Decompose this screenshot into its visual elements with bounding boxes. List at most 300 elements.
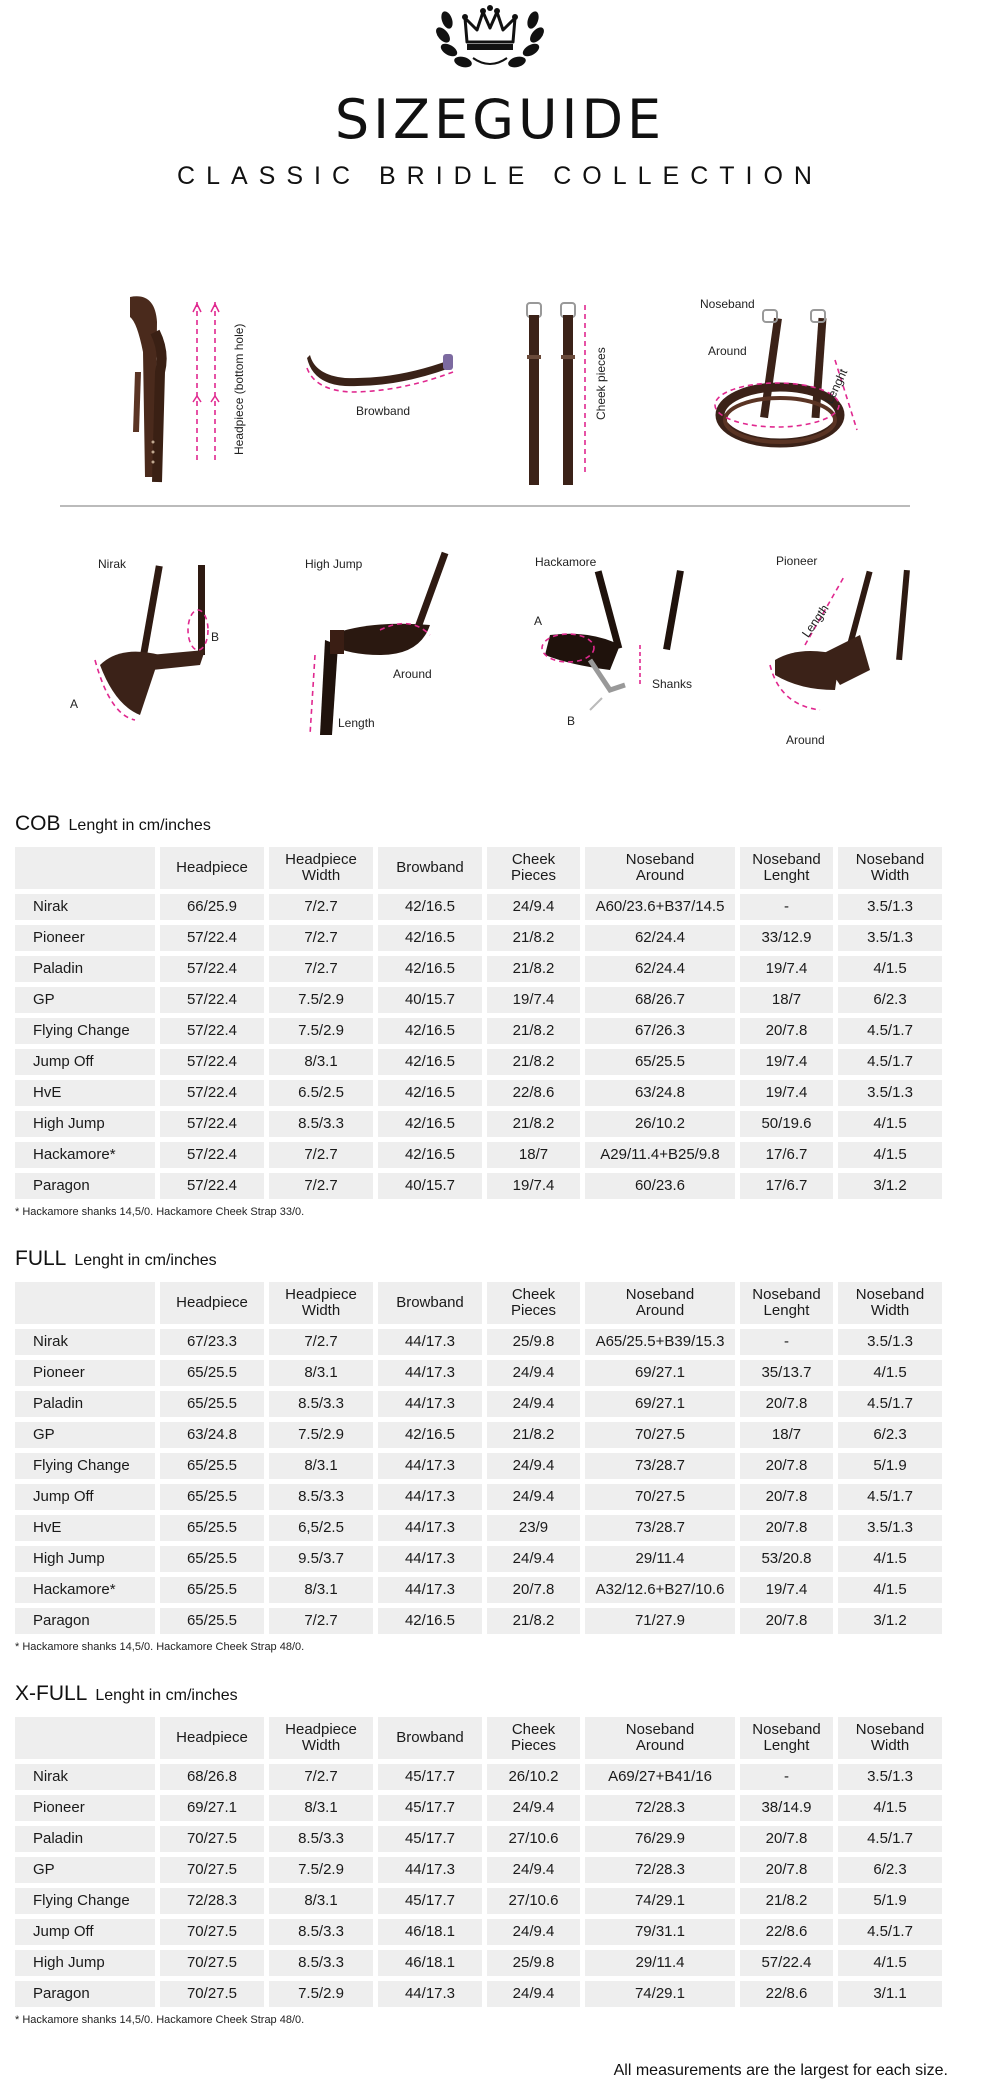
measurement-cell: 24/9.4 (487, 1919, 580, 1945)
table-header-row (15, 1282, 942, 1324)
measurement-cell: 4.5/1.7 (838, 1484, 942, 1510)
model-name-cell: Pioneer (15, 1795, 155, 1821)
unit-note: Lenght in cm/inches (74, 1252, 217, 1269)
measurement-cell: 7/2.7 (269, 894, 373, 920)
column-header-line: Noseband (855, 851, 925, 868)
column-header-line: Width (870, 867, 910, 884)
measurement-cell: 42/16.5 (378, 1608, 482, 1634)
model-name-cell: Paragon (15, 1981, 155, 2007)
measurement-cell: 50/19.6 (740, 1111, 833, 1137)
measurement-cell: 18/7 (740, 1422, 833, 1448)
section-heading (15, 812, 975, 842)
measurement-cell: 38/14.9 (740, 1795, 833, 1821)
measurement-cell: 44/17.3 (378, 1391, 482, 1417)
measurement-cell: 27/10.6 (487, 1888, 580, 1914)
table-row (15, 1546, 942, 1572)
measurement-cell: 7.5/2.9 (269, 1018, 373, 1044)
measurement-cell: 62/24.4 (585, 925, 735, 951)
measurement-cell: 7.5/2.9 (269, 1857, 373, 1883)
column-header-line: Headpiece (176, 859, 248, 876)
browband-illustration (305, 340, 465, 405)
model-name-cell: Pioneer (15, 1360, 155, 1386)
column-header-line: Noseband (855, 1286, 925, 1303)
nirak-a-label: A (70, 697, 79, 711)
measurement-cell: 3/1.1 (838, 1981, 942, 2007)
column-header (269, 1282, 373, 1324)
measurement-cell: 19/7.4 (487, 987, 580, 1013)
size-section-cob (15, 812, 975, 1218)
column-header (160, 1282, 264, 1324)
model-name-cell: Hackamore* (15, 1577, 155, 1603)
measurement-cell: 24/9.4 (487, 1795, 580, 1821)
header-blank-cell (15, 1717, 155, 1759)
measurement-cell: 79/31.1 (585, 1919, 735, 1945)
model-name-cell: Flying Change (15, 1888, 155, 1914)
measurement-cell: 4/1.5 (838, 1577, 942, 1603)
column-header (269, 1717, 373, 1759)
measurement-cell: 40/15.7 (378, 1173, 482, 1199)
column-header (269, 847, 373, 889)
measurement-cell: 72/28.3 (585, 1795, 735, 1821)
model-name-cell: Flying Change (15, 1018, 155, 1044)
measurement-cell: 68/26.7 (585, 987, 735, 1013)
measurement-cell: 8.5/3.3 (269, 1111, 373, 1137)
measurement-cell: 57/22.4 (160, 1049, 264, 1075)
measurement-cell: 20/7.8 (740, 1391, 833, 1417)
measurement-cell: 7.5/2.9 (269, 1422, 373, 1448)
measurement-cell: 6/2.3 (838, 1422, 942, 1448)
page-title: SIZEGUIDE (334, 88, 666, 151)
measurement-cell: 67/23.3 (160, 1329, 264, 1355)
column-header-line: Cheek (511, 1286, 556, 1303)
column-header-line: Lenght (763, 1737, 810, 1754)
measurement-cell: A69/27+B41/16 (585, 1764, 735, 1790)
column-header-line: Pieces (510, 1737, 557, 1754)
measurement-cell: 70/27.5 (160, 1981, 264, 2007)
column-header-line: Noseband (752, 1721, 821, 1738)
measurement-cell: 42/16.5 (378, 1422, 482, 1448)
browband-label: Browband (356, 404, 411, 418)
measurement-cell: 70/27.5 (585, 1484, 735, 1510)
cheek-pieces-illustration (515, 295, 595, 500)
measurement-cell: 65/25.5 (160, 1577, 264, 1603)
measurement-cell: 7.5/2.9 (269, 1981, 373, 2007)
measurement-cell: - (740, 1329, 833, 1355)
model-name-cell: Paragon (15, 1608, 155, 1634)
measurement-cell: 42/16.5 (378, 925, 482, 951)
measurement-cell: 3.5/1.3 (838, 1515, 942, 1541)
measurement-cell: 4/1.5 (838, 1546, 942, 1572)
measurement-cell: 4/1.5 (838, 1111, 942, 1137)
column-header-line: Noseband (855, 1721, 925, 1738)
column-header-line: Width (870, 1737, 910, 1754)
column-header-line: Headpiece (176, 1294, 248, 1311)
measurement-cell: 72/28.3 (585, 1857, 735, 1883)
model-name-cell: Pioneer (15, 925, 155, 951)
model-name-cell: High Jump (15, 1950, 155, 1976)
measurement-cell: 57/22.4 (160, 1142, 264, 1168)
measurement-cell: 44/17.3 (378, 1857, 482, 1883)
measurement-cell: 69/27.1 (585, 1360, 735, 1386)
measurement-cell: 73/28.7 (585, 1515, 735, 1541)
measurement-cell: 44/17.3 (378, 1515, 482, 1541)
measurement-cell: 65/25.5 (160, 1515, 264, 1541)
column-header-line: Width (301, 1737, 341, 1754)
measurement-cell: 7/2.7 (269, 1329, 373, 1355)
size-name: COB (15, 812, 61, 835)
measurement-cell: 62/24.4 (585, 956, 735, 982)
measurement-cell: A29/11.4+B25/9.8 (585, 1142, 735, 1168)
nirak-illustration (80, 555, 230, 740)
measurement-cell: 45/17.7 (378, 1795, 482, 1821)
measurement-cell: 5/1.9 (838, 1453, 942, 1479)
measurement-cell: 7/2.7 (269, 956, 373, 982)
measurement-cell: 7.5/2.9 (269, 987, 373, 1013)
measurement-cell: 42/16.5 (378, 1049, 482, 1075)
column-header (585, 847, 735, 889)
measurement-cell: 24/9.4 (487, 1857, 580, 1883)
measurement-cell: 17/6.7 (740, 1142, 833, 1168)
measurement-cell: 70/27.5 (585, 1422, 735, 1448)
measurement-cell: 8/3.1 (269, 1888, 373, 1914)
measurement-cell: 4.5/1.7 (838, 1919, 942, 1945)
measurement-cell: 19/7.4 (740, 1049, 833, 1075)
column-header (740, 1717, 833, 1759)
headpiece-illustration (115, 292, 235, 497)
measurement-cell: 42/16.5 (378, 1018, 482, 1044)
measurement-cell: 6/2.3 (838, 1857, 942, 1883)
measurement-cell: 8/3.1 (269, 1453, 373, 1479)
column-header-line: Noseband (625, 1286, 695, 1303)
measurement-cell: 27/10.6 (487, 1826, 580, 1852)
model-name-cell: HvE (15, 1515, 155, 1541)
hackamore-label: Hackamore (535, 555, 597, 569)
measurement-cell: - (740, 1764, 833, 1790)
table-row (15, 894, 942, 920)
table-row (15, 1360, 942, 1386)
measurement-cell: 57/22.4 (160, 956, 264, 982)
column-header (487, 1717, 580, 1759)
measurement-cell: 65/25.5 (160, 1546, 264, 1572)
model-name-cell: High Jump (15, 1111, 155, 1137)
lenght-label: Lenght (822, 366, 851, 406)
measurement-cell: 20/7.8 (740, 1608, 833, 1634)
measurement-cell: 42/16.5 (378, 1080, 482, 1106)
measurement-cell: A65/25.5+B39/15.3 (585, 1329, 735, 1355)
size-table (10, 842, 947, 1204)
table-row (15, 1888, 942, 1914)
measurement-cell: 63/24.8 (585, 1080, 735, 1106)
noseband-label: Noseband (700, 297, 755, 311)
high-jump-illustration (290, 545, 460, 750)
measurement-cell: 17/6.7 (740, 1173, 833, 1199)
high-jump-length-label: Length (338, 716, 375, 730)
measurement-cell: 33/12.9 (740, 925, 833, 951)
measurement-cell: A60/23.6+B37/14.5 (585, 894, 735, 920)
table-row (15, 1422, 942, 1448)
size-table (10, 1277, 947, 1639)
measurement-cell: 21/8.2 (487, 1422, 580, 1448)
column-header (740, 847, 833, 889)
measurement-cell: 3.5/1.3 (838, 1080, 942, 1106)
unit-note: Lenght in cm/inches (95, 1687, 238, 1704)
measurement-cell: 6.5/2.5 (269, 1080, 373, 1106)
model-name-cell: Paladin (15, 1826, 155, 1852)
column-header-line: Cheek (511, 1721, 556, 1738)
measurement-cell: 63/24.8 (160, 1422, 264, 1448)
measurement-cell: 35/13.7 (740, 1360, 833, 1386)
measurement-cell: 68/26.8 (160, 1764, 264, 1790)
header-blank-cell (15, 847, 155, 889)
column-header (838, 1282, 942, 1324)
measurement-cell: 73/28.7 (585, 1453, 735, 1479)
model-name-cell: GP (15, 1422, 155, 1448)
measurement-cell: 8/3.1 (269, 1795, 373, 1821)
measurement-cell: 74/29.1 (585, 1981, 735, 2007)
measurement-cell: 70/27.5 (160, 1826, 264, 1852)
table-row (15, 1857, 942, 1883)
measurement-cell: 21/8.2 (487, 956, 580, 982)
column-header-line: Width (301, 867, 341, 884)
measurement-cell: 19/7.4 (487, 1173, 580, 1199)
measurement-cell: 3.5/1.3 (838, 1329, 942, 1355)
measurement-cell: 8.5/3.3 (269, 1919, 373, 1945)
measurement-cell: 7/2.7 (269, 1764, 373, 1790)
measurement-cell: 71/27.9 (585, 1608, 735, 1634)
measurement-cell: 29/11.4 (585, 1546, 735, 1572)
measurement-cell: 6/2.3 (838, 987, 942, 1013)
hackamore-b-label: B (567, 714, 576, 728)
measurement-cell: 21/8.2 (487, 1111, 580, 1137)
measurement-cell: 7/2.7 (269, 1608, 373, 1634)
table-row (15, 1329, 942, 1355)
table-row (15, 1111, 942, 1137)
column-header-line: Headpiece (176, 1729, 248, 1746)
column-header-line: Width (870, 1302, 910, 1319)
measurement-cell: 8/3.1 (269, 1360, 373, 1386)
measurement-cell: 4/1.5 (838, 1360, 942, 1386)
measurement-cell: 44/17.3 (378, 1484, 482, 1510)
column-header (378, 1717, 482, 1759)
column-header (487, 847, 580, 889)
section-heading (15, 1682, 975, 1712)
measurement-cell: 44/17.3 (378, 1546, 482, 1572)
measurement-cell: 3.5/1.3 (838, 1764, 942, 1790)
measurement-cell: 42/16.5 (378, 1111, 482, 1137)
measurement-cell: 69/27.1 (585, 1391, 735, 1417)
model-name-cell: Paladin (15, 956, 155, 982)
measurement-cell: 24/9.4 (487, 1484, 580, 1510)
table-row (15, 1577, 942, 1603)
measurement-cell: 18/7 (740, 987, 833, 1013)
measurement-cell: 25/9.8 (487, 1950, 580, 1976)
measurement-cell: 19/7.4 (740, 1080, 833, 1106)
table-row (15, 1608, 942, 1634)
model-name-cell: Flying Change (15, 1453, 155, 1479)
measurement-cell: 4.5/1.7 (838, 1049, 942, 1075)
model-name-cell: Paragon (15, 1173, 155, 1199)
model-name-cell: Jump Off (15, 1484, 155, 1510)
measurement-cell: 7/2.7 (269, 1173, 373, 1199)
measurement-cell: 57/22.4 (160, 1111, 264, 1137)
measurement-cell: 21/8.2 (487, 1018, 580, 1044)
column-header-line: Noseband (625, 1721, 695, 1738)
measurement-cell: 4.5/1.7 (838, 1018, 942, 1044)
size-name: X-FULL (15, 1682, 88, 1705)
measurement-cell: 66/25.9 (160, 894, 264, 920)
measurement-cell: 60/23.6 (585, 1173, 735, 1199)
measurement-cell: 24/9.4 (487, 1981, 580, 2007)
column-header (740, 1282, 833, 1324)
section-heading (15, 1247, 975, 1277)
table-row (15, 1142, 942, 1168)
column-header-line: Around (635, 1302, 685, 1319)
measurement-cell: - (740, 894, 833, 920)
column-header-line: Browband (396, 859, 464, 876)
measurement-cell: 57/22.4 (740, 1950, 833, 1976)
measurement-cell: 8/3.1 (269, 1577, 373, 1603)
column-header-line: Browband (396, 1294, 464, 1311)
measurement-cell: 20/7.8 (740, 1515, 833, 1541)
measurement-cell: 21/8.2 (487, 1608, 580, 1634)
measurement-cell: A32/12.6+B27/10.6 (585, 1577, 735, 1603)
measurement-cell: 3/1.2 (838, 1608, 942, 1634)
measurement-cell: 65/25.5 (160, 1608, 264, 1634)
size-table (10, 1712, 947, 2012)
column-header (378, 1282, 482, 1324)
measurement-cell: 7/2.7 (269, 925, 373, 951)
measurement-cell: 4/1.5 (838, 1795, 942, 1821)
model-name-cell: GP (15, 1857, 155, 1883)
measurement-cell: 57/22.4 (160, 1080, 264, 1106)
model-name-cell: Paladin (15, 1391, 155, 1417)
headpiece-label: Headpiece (bottom hole) (232, 323, 246, 455)
measurement-cell: 24/9.4 (487, 894, 580, 920)
measurement-cell: 72/28.3 (160, 1888, 264, 1914)
footnote: * Hackamore shanks 14,5/0. Hackamore Cheek Strap 48/0. (15, 2014, 305, 2026)
measurement-cell: 21/8.2 (740, 1888, 833, 1914)
unit-note: Lenght in cm/inches (68, 817, 211, 834)
divider (60, 505, 910, 507)
measurement-cell: 22/8.6 (740, 1981, 833, 2007)
measurement-cell: 4/1.5 (838, 1142, 942, 1168)
column-header-line: Pieces (510, 1302, 557, 1319)
measurement-cell: 69/27.1 (160, 1795, 264, 1821)
measurement-cell: 22/8.6 (487, 1080, 580, 1106)
measurement-cell: 44/17.3 (378, 1360, 482, 1386)
model-name-cell: Hackamore* (15, 1142, 155, 1168)
measurement-cell: 25/9.8 (487, 1329, 580, 1355)
measurement-cell: 24/9.4 (487, 1391, 580, 1417)
size-section-x-full (15, 1682, 975, 2026)
measurement-cell: 65/25.5 (160, 1453, 264, 1479)
table-row (15, 1826, 942, 1852)
measurement-cell: 76/29.9 (585, 1826, 735, 1852)
header-blank-cell (15, 1282, 155, 1324)
measurement-cell: 8.5/3.3 (269, 1484, 373, 1510)
column-header (585, 1717, 735, 1759)
model-name-cell: Jump Off (15, 1049, 155, 1075)
measurement-cell: 8.5/3.3 (269, 1391, 373, 1417)
size-section-full (15, 1247, 975, 1653)
measurement-cell: 8.5/3.3 (269, 1950, 373, 1976)
table-row (15, 1049, 942, 1075)
column-header-line: Headpiece (285, 1286, 357, 1303)
column-header (487, 1282, 580, 1324)
high-jump-around-label: Around (393, 667, 432, 681)
column-header (838, 847, 942, 889)
column-header-line: Cheek (511, 851, 556, 868)
model-name-cell: Nirak (15, 1329, 155, 1355)
model-name-cell: Nirak (15, 894, 155, 920)
table-row (15, 1981, 942, 2007)
measurement-cell: 6,5/2.5 (269, 1515, 373, 1541)
measurement-cell: 19/7.4 (740, 956, 833, 982)
measurement-cell: 42/16.5 (378, 894, 482, 920)
measurement-cell: 44/17.3 (378, 1329, 482, 1355)
table-row (15, 1018, 942, 1044)
measurement-cell: 46/18.1 (378, 1950, 482, 1976)
measurement-cell: 70/27.5 (160, 1950, 264, 1976)
column-header-line: Lenght (763, 867, 810, 884)
measurement-cell: 5/1.9 (838, 1888, 942, 1914)
measurement-cell: 65/25.5 (585, 1049, 735, 1075)
measurement-cell: 40/15.7 (378, 987, 482, 1013)
measurement-cell: 57/22.4 (160, 1173, 264, 1199)
around-label: Around (708, 344, 747, 358)
column-header (160, 1717, 264, 1759)
measurement-cell: 20/7.8 (740, 1453, 833, 1479)
measurement-cell: 19/7.4 (740, 1577, 833, 1603)
measurement-cell: 3.5/1.3 (838, 894, 942, 920)
table-row (15, 1453, 942, 1479)
measurement-cell: 45/17.7 (378, 1826, 482, 1852)
measurement-cell: 20/7.8 (740, 1018, 833, 1044)
measurement-cell: 4.5/1.7 (838, 1826, 942, 1852)
measurement-cell: 3.5/1.3 (838, 925, 942, 951)
model-name-cell: Jump Off (15, 1919, 155, 1945)
measurement-cell: 24/9.4 (487, 1546, 580, 1572)
measurement-cell: 45/17.7 (378, 1764, 482, 1790)
measurement-cell: 24/9.4 (487, 1453, 580, 1479)
measurement-cell: 53/20.8 (740, 1546, 833, 1572)
measurement-cell: 8.5/3.3 (269, 1826, 373, 1852)
measurement-cell: 4/1.5 (838, 956, 942, 982)
measurement-cell: 42/16.5 (378, 956, 482, 982)
page-subtitle: CLASSIC BRIDLE COLLECTION (177, 162, 823, 190)
measurement-cell: 45/17.7 (378, 1888, 482, 1914)
column-header-line: Pieces (510, 867, 557, 884)
measurement-cell: 23/9 (487, 1515, 580, 1541)
table-header-row (15, 847, 942, 889)
measurement-cell: 65/25.5 (160, 1360, 264, 1386)
measurement-cell: 57/22.4 (160, 987, 264, 1013)
measurement-cell: 4.5/1.7 (838, 1391, 942, 1417)
column-header-line: Lenght (763, 1302, 810, 1319)
pioneer-around-label: Around (786, 733, 825, 747)
column-header (585, 1282, 735, 1324)
measurement-cell: 3/1.2 (838, 1173, 942, 1199)
size-name: FULL (15, 1247, 67, 1270)
measurement-cell: 20/7.8 (740, 1484, 833, 1510)
footnote: * Hackamore shanks 14,5/0. Hackamore Cheek Strap 33/0. (15, 1206, 305, 1218)
measurement-cell: 24/9.4 (487, 1360, 580, 1386)
crown-laurel-logo (425, 0, 555, 75)
column-header-line: Headpiece (285, 1721, 357, 1738)
measurement-cell: 21/8.2 (487, 1049, 580, 1075)
table-row (15, 1515, 942, 1541)
measurement-cell: 20/7.8 (740, 1857, 833, 1883)
